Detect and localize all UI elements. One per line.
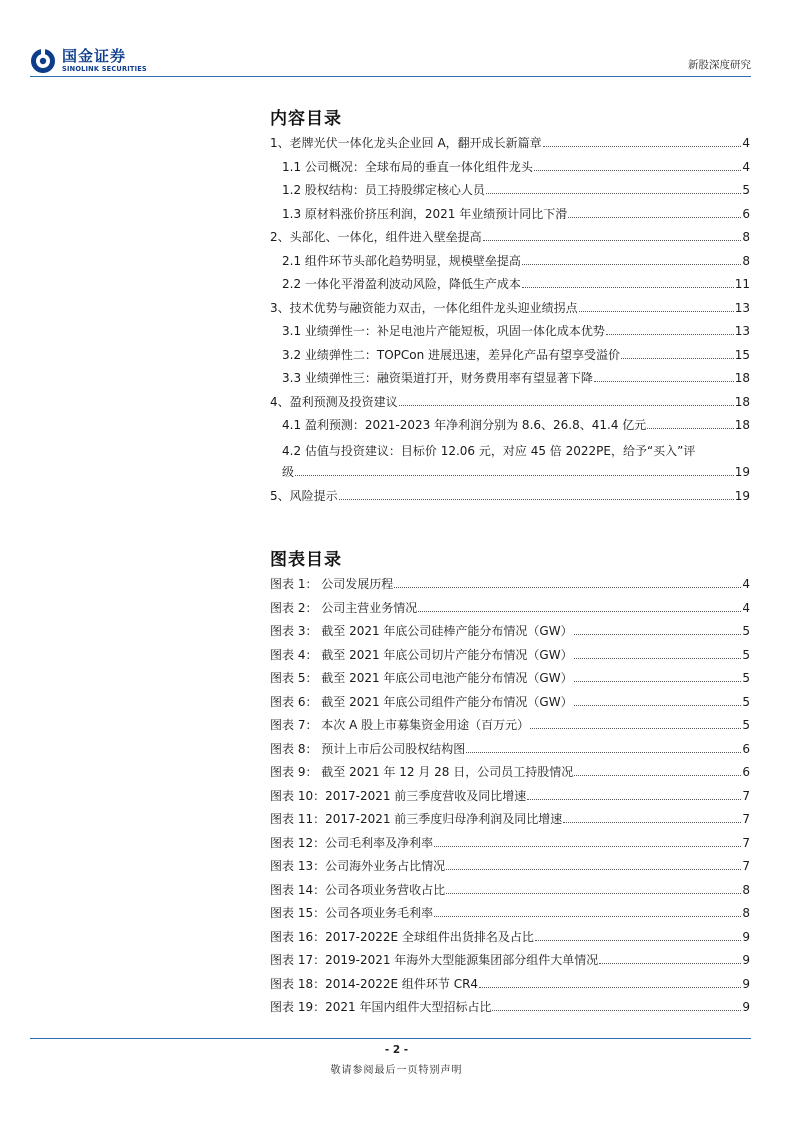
figure-entry[interactable]: 图表 4： 截至 2021 年底公司切片产能分布情况（GW） 5 <box>270 647 750 662</box>
disclaimer-note: 敬请参阅最后一页特别声明 <box>330 1065 463 1076</box>
company-logo <box>30 46 147 76</box>
figure-entry[interactable]: 图表 18：2014-2022E 组件环节 CR4 9 <box>270 976 750 991</box>
toc-entry[interactable]: 4.1 盈利预测：2021-2023 年净利润分别为 8.6、26.8、41.4 亿元 18 <box>282 418 750 432</box>
figure-entry[interactable]: 图表 3： 截至 2021 年底公司硅棒产能分布情况（GW） 5 <box>270 624 750 638</box>
figure-entry[interactable]: 图表 2： 公司主营业务情况 4 <box>270 600 750 615</box>
figures-title: 图表目录 <box>270 550 342 570</box>
figures-list <box>270 575 750 1022</box>
figure-entry[interactable]: 图表 12：公司毛利率及净利率 7 <box>270 835 750 850</box>
logo-chinese-name: 国金证券 <box>62 47 127 66</box>
report-type-label: 新股深度研究 <box>688 59 751 71</box>
page-header <box>0 0 793 76</box>
toc-entry[interactable]: 3、技术优势与融资能力双击，一体化组件龙头迎业绩拐点 13 <box>270 300 750 315</box>
toc-entry[interactable]: 1.2 股权结构：员工持股绑定核心人员 5 <box>282 183 750 197</box>
toc-entry[interactable]: 5、风险提示 19 <box>270 488 750 503</box>
figure-entry[interactable]: 图表 6： 截至 2021 年底公司组件产能分布情况（GW） 5 <box>270 694 750 709</box>
contents-title: 内容目录 <box>270 109 342 129</box>
toc-entry[interactable]: 1.1 公司概况：全球布局的垂直一体化组件龙头 4 <box>282 159 750 174</box>
figure-entry[interactable]: 图表 5： 截至 2021 年底公司电池产能分布情况（GW） 5 <box>270 671 750 685</box>
figure-entry[interactable]: 图表 17：2019-2021 年海外大型能源集团部分组件大单情况 9 <box>270 953 750 967</box>
figure-entry[interactable]: 图表 16：2017-2022E 全球组件出货排名及占比 9 <box>270 929 750 944</box>
figure-entry[interactable]: 图表 19：2021 年国内组件大型招标占比 9 <box>270 1000 750 1014</box>
figure-entry[interactable]: 图表 13：公司海外业务占比情况 7 <box>270 859 750 873</box>
figure-entry[interactable]: 图表 11：2017-2021 前三季度归母净利润及同比增速 7 <box>270 812 750 826</box>
figure-entry[interactable]: 图表 7： 本次 A 股上市募集资金用途（百万元） 5 <box>270 718 750 732</box>
page-number: - 2 - <box>384 1044 409 1056</box>
contents-list <box>270 134 750 510</box>
toc-entry[interactable]: 4.2 估值与投资建议：目标价 12.06 元，对应 45 倍 2022PE，给予“买入”评 级 19 <box>282 443 750 479</box>
figure-entry[interactable]: 图表 15：公司各项业务毛利率 8 <box>270 906 750 920</box>
toc-entry[interactable]: 2.1 组件环节头部化趋势明显，规模壁垒提高 8 <box>282 253 750 268</box>
sinolink-logo-icon <box>30 48 56 74</box>
toc-entry[interactable]: 2.2 一体化平滑盈利波动风险，降低生产成本 11 <box>282 277 750 291</box>
header-divider <box>30 76 751 77</box>
figure-entry[interactable]: 图表 14：公司各项业务营收占比 8 <box>270 882 750 897</box>
figure-entry[interactable]: 图表 1： 公司发展历程 4 <box>270 577 750 591</box>
toc-entry[interactable]: 4、盈利预测及投资建议 18 <box>270 394 750 409</box>
toc-entry[interactable]: 1.3 原材料涨价挤压利润，2021 年业绩预计同比下滑 6 <box>282 206 750 221</box>
toc-entry[interactable]: 2、头部化、一体化，组件进入壁垒提高 8 <box>270 230 750 244</box>
figure-entry[interactable]: 图表 9： 截至 2021 年 12 月 28 日，公司员工持股情况 6 <box>270 765 750 779</box>
toc-entry[interactable]: 1、老牌光伏一体化龙头企业回 A，翻开成长新篇章 4 <box>270 136 750 150</box>
toc-entry[interactable]: 3.1 业绩弹性一：补足电池片产能短板，巩固一体化成本优势 13 <box>282 324 750 338</box>
toc-entry[interactable]: 3.3 业绩弹性三：融资渠道打开，财务费用率有望显著下降 18 <box>282 371 750 385</box>
footer-divider <box>30 1038 751 1039</box>
figure-entry[interactable]: 图表 8： 预计上市后公司股权结构图 6 <box>270 741 750 756</box>
logo-english-name: SINOLINK SECURITIES <box>62 65 147 74</box>
figure-entry[interactable]: 图表 10：2017-2021 前三季度营收及同比增速 7 <box>270 788 750 803</box>
toc-entry[interactable]: 3.2 业绩弹性二：TOPCon 进展迅速，差异化产品有望享受溢价 15 <box>282 347 750 362</box>
